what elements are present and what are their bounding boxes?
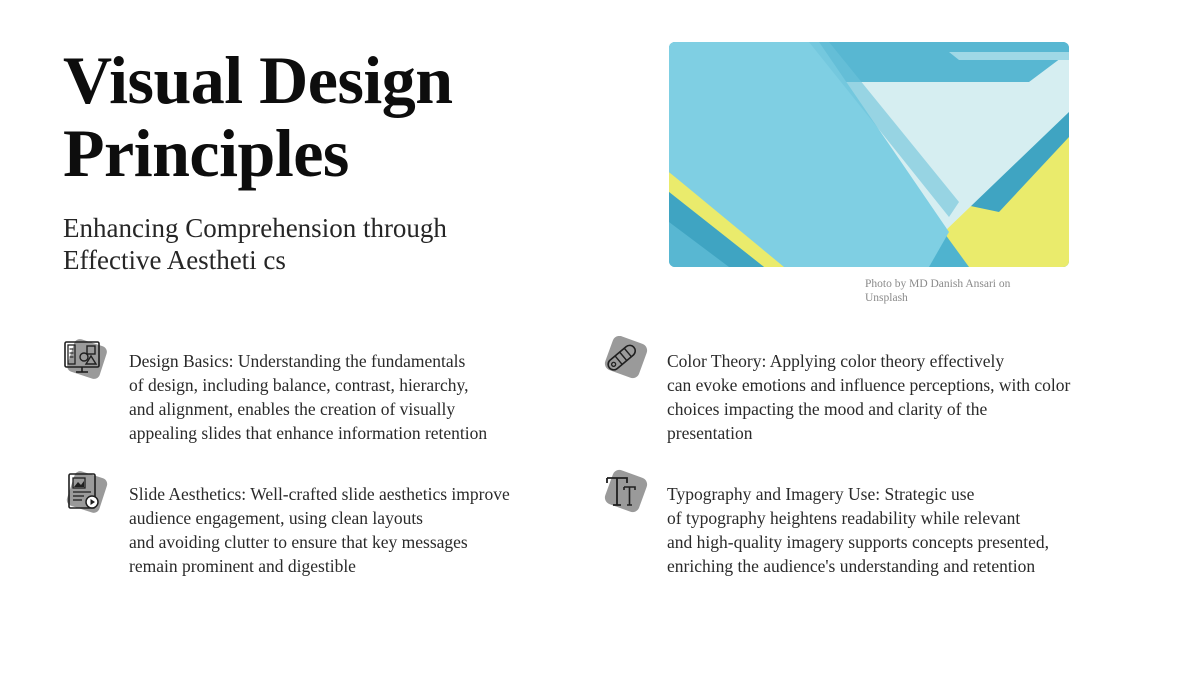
principle-line: appealing slides that enhance information retention bbox=[129, 423, 488, 443]
principle-line: presentation bbox=[667, 423, 753, 443]
design-monitor-icon bbox=[62, 336, 110, 384]
principle-line: can evoke emotions and influence perceptions, with color bbox=[667, 375, 1071, 395]
slide-subtitle bbox=[63, 212, 533, 276]
slide-title bbox=[63, 44, 453, 190]
principle-line: audience engagement, using clean layouts bbox=[129, 508, 423, 528]
principle-line: and high-quality imagery supports concepts presented, bbox=[667, 532, 1049, 552]
principle-text bbox=[667, 482, 1049, 578]
principle-text bbox=[667, 349, 1070, 445]
principle-line: Color Theory: Applying color theory effectively bbox=[667, 351, 1005, 371]
principle-line: Slide Aesthetics: Well-crafted slide aesthetics improve bbox=[129, 484, 510, 504]
principle-line: remain prominent and digestible bbox=[129, 556, 356, 576]
principle-line: of typography heightens readability while relevant bbox=[667, 508, 1021, 528]
principle-line: of design, including balance, contrast, hierarchy, bbox=[129, 375, 469, 395]
slide-title-line: Visual Design bbox=[63, 42, 453, 118]
photo-credit-line: Unsplash bbox=[865, 292, 908, 304]
principle-line: Typography and Imagery Use: Strategic use bbox=[667, 484, 975, 504]
color-swatch-icon bbox=[600, 336, 648, 384]
principle-line: and avoiding clutter to ensure that key messages bbox=[129, 532, 468, 552]
slide-subtitle-line: Enhancing Comprehension through bbox=[63, 213, 447, 243]
slide-title-line: Principles bbox=[63, 115, 349, 191]
typography-icon bbox=[600, 469, 648, 517]
principle-line: and alignment, enables the creation of visually bbox=[129, 399, 456, 419]
principle-text bbox=[129, 482, 510, 578]
slide-subtitle-line: Effective Aestheti cs bbox=[63, 245, 286, 275]
principle-line: Design Basics: Understanding the fundamentals bbox=[129, 351, 466, 371]
abstract-paper-image bbox=[669, 42, 1069, 267]
slide-media-icon bbox=[62, 469, 110, 517]
principle-line: enriching the audience's understanding and retention bbox=[667, 556, 1036, 576]
principle-text bbox=[129, 349, 487, 445]
photo-credit-line: Photo by MD Danish Ansari on bbox=[865, 278, 1011, 290]
photo-credit bbox=[865, 277, 1045, 305]
abstract-paper-photo bbox=[669, 42, 1069, 267]
principle-line: choices impacting the mood and clarity of the bbox=[667, 399, 988, 419]
